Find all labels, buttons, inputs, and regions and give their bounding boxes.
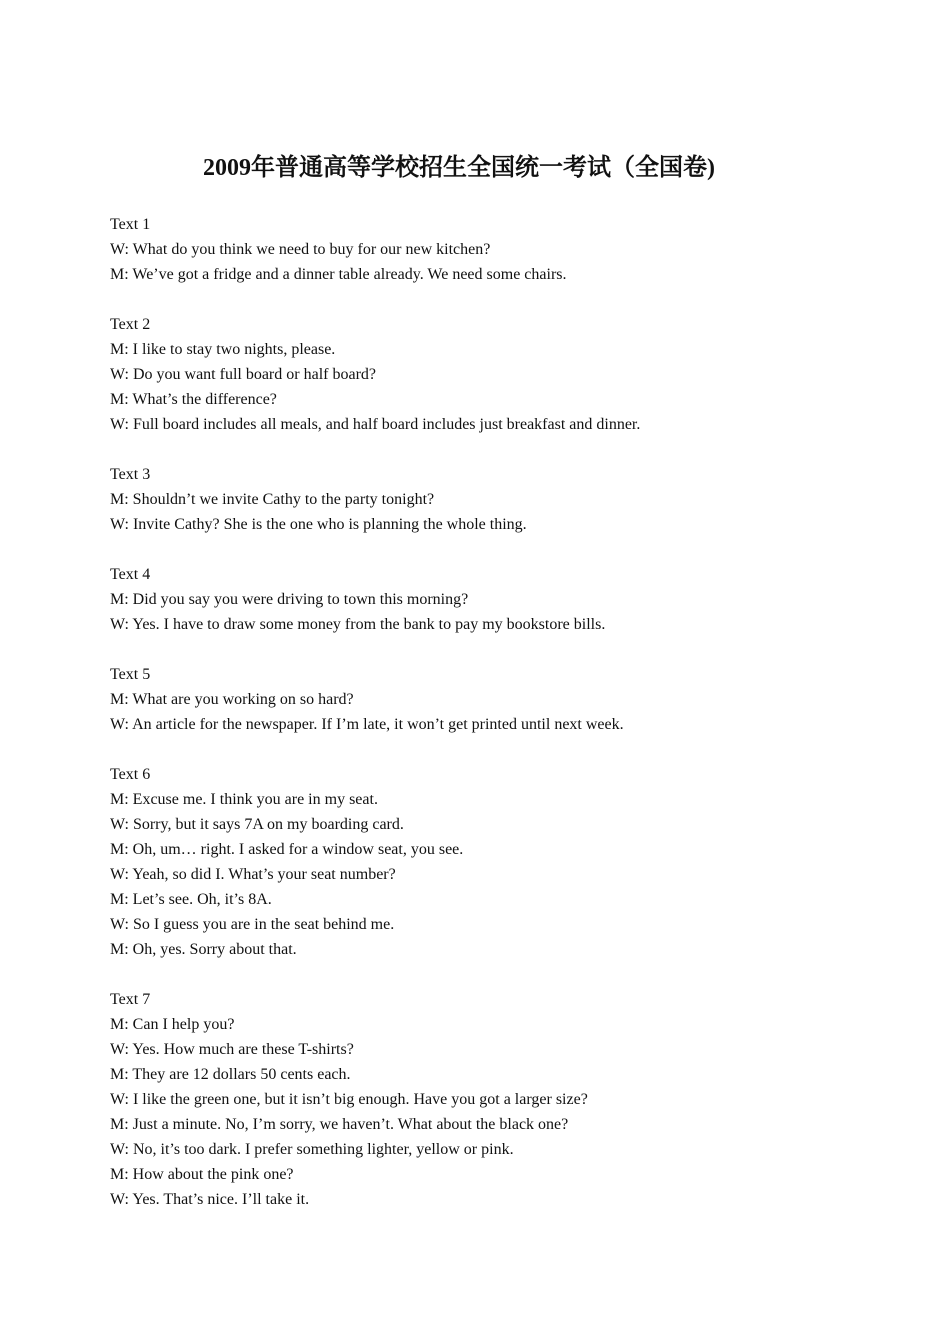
transcript-body (110, 212, 870, 1237)
dialogue-line: M: They are 12 dollars 50 cents each. (110, 1066, 351, 1083)
dialogue-line: W: Yes. I have to draw some money from the bank to pay my bookstore bills. (110, 616, 606, 633)
dialogue-line: W: So I guess you are in the seat behind me. (110, 916, 395, 933)
section-heading: Text 4 (110, 566, 151, 583)
dialogue-line: W: Do you want full board or half board? (110, 366, 376, 383)
dialogue-line: W: Sorry, but it says 7A on my boarding card. (110, 816, 404, 833)
section-heading: Text 3 (110, 466, 151, 483)
section-heading: Text 5 (110, 666, 151, 683)
dialogue-line: W: Yes. That’s nice. I’ll take it. (110, 1191, 310, 1208)
section-heading: Text 2 (110, 316, 151, 333)
dialogue-line: W: What do you think we need to buy for our new kitchen? (110, 241, 491, 258)
transcript-section (110, 312, 870, 437)
transcript-section (110, 987, 870, 1212)
transcript-section (110, 762, 870, 962)
dialogue-line: W: I like the green one, but it isn’t big enough. Have you got a larger size? (110, 1091, 588, 1108)
dialogue-line: W: Yeah, so did I. What’s your seat number? (110, 866, 396, 883)
dialogue-line: W: Full board includes all meals, and half board includes just breakfast and dinner. (110, 416, 641, 433)
section-heading: Text 1 (110, 216, 151, 233)
dialogue-line: M: Did you say you were driving to town this morning? (110, 591, 469, 608)
dialogue-line: M: Let’s see. Oh, it’s 8A. (110, 891, 272, 908)
dialogue-line: M: Excuse me. I think you are in my seat. (110, 791, 378, 808)
dialogue-line: W: Invite Cathy? She is the one who is planning the whole thing. (110, 516, 527, 533)
dialogue-line: M: Shouldn’t we invite Cathy to the party tonight? (110, 491, 435, 508)
dialogue-line: W: Yes. How much are these T-shirts? (110, 1041, 354, 1058)
section-heading: Text 6 (110, 766, 151, 783)
transcript-section (110, 662, 870, 737)
dialogue-line: M: We’ve got a fridge and a dinner table already. We need some chairs. (110, 266, 567, 283)
section-heading: Text 7 (110, 991, 151, 1008)
transcript-section (110, 562, 870, 637)
dialogue-line: M: Oh, yes. Sorry about that. (110, 941, 297, 958)
dialogue-line: M: I like to stay two nights, please. (110, 341, 336, 358)
dialogue-line: W: No, it’s too dark. I prefer something lighter, yellow or pink. (110, 1141, 514, 1158)
transcript-section (110, 212, 870, 287)
dialogue-line: W: An article for the newspaper. If I’m late, it won’t get printed until next week. (110, 716, 624, 733)
dialogue-line: M: What are you working on so hard? (110, 691, 354, 708)
dialogue-line: M: Just a minute. No, I’m sorry, we haven’t. What about the black one? (110, 1116, 569, 1133)
document-title: 2009年普通高等学校招生全国统一考试（全国卷) (203, 155, 715, 181)
dialogue-line: M: How about the pink one? (110, 1166, 294, 1183)
transcript-section (110, 462, 870, 537)
dialogue-line: M: Oh, um… right. I asked for a window seat, you see. (110, 841, 464, 858)
dialogue-line: M: Can I help you? (110, 1016, 235, 1033)
dialogue-line: M: What’s the difference? (110, 391, 277, 408)
